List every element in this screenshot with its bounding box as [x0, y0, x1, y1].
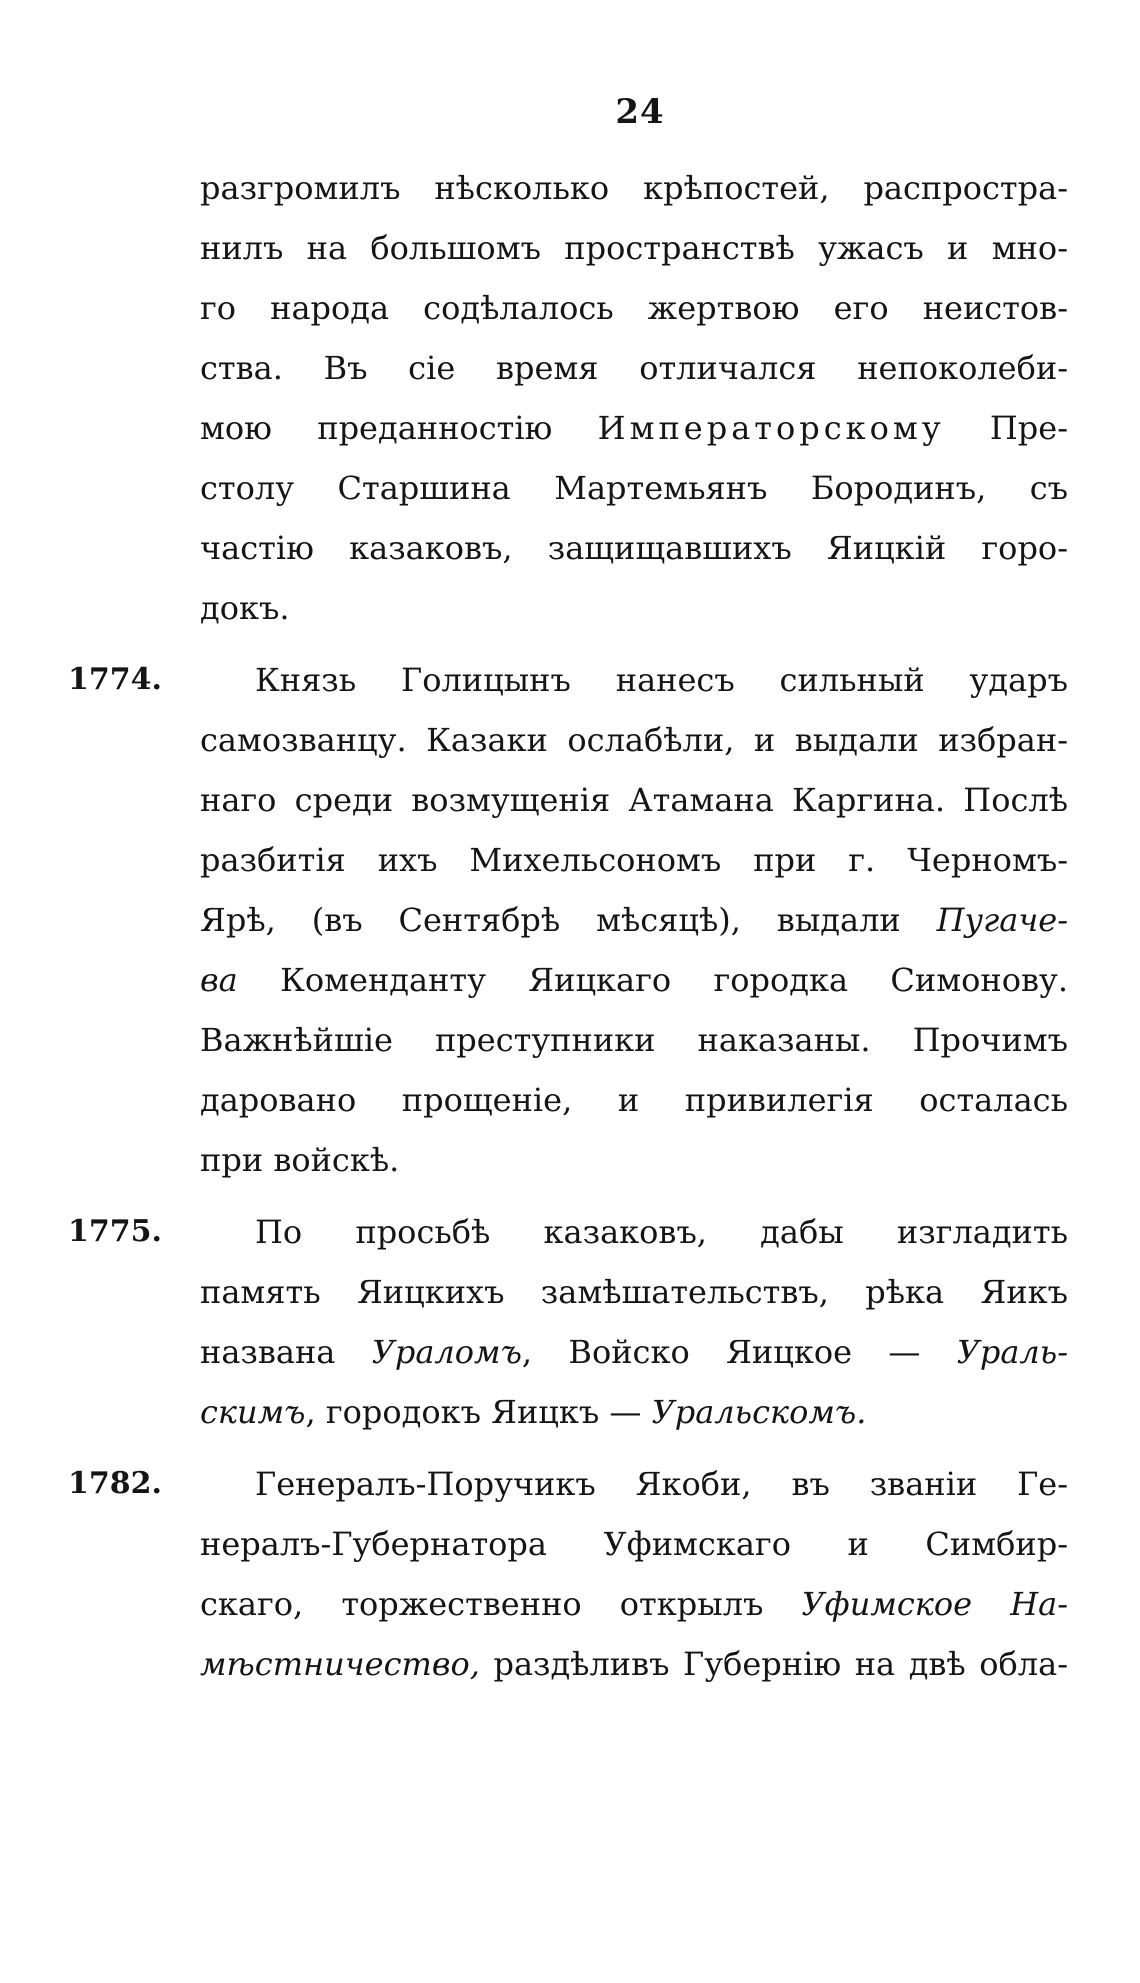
text-line: нералъ-Губернатора Уфимскаго и Симбир- [200, 1525, 1068, 1563]
text-line: названа Ураломъ, Войско Яицкое — Ураль- [200, 1333, 1069, 1371]
text-line: столу Старшина Мартемьянъ Бородинъ, съ [200, 469, 1068, 507]
text-line: Князь Голицынъ нанесъ сильный ударъ [255, 661, 1068, 699]
text-line: Генералъ-Поручикъ Якоби, въ званіи Ге- [255, 1465, 1068, 1503]
text-line: даровано прощеніе, и привилегія осталась [200, 1081, 1068, 1119]
text-line: го народа содѣлалось жертвою его неистов- [200, 289, 1068, 327]
text-line: наго среди возмущенія Атамана Каргина. Послѣ [200, 781, 1068, 819]
text-line: Важнѣйшіе преступники наказаны. Прочимъ [200, 1021, 1068, 1059]
text-line: Ярѣ, (въ Сентябрѣ мѣсяцѣ), выдали Пугаче- [200, 901, 1068, 939]
page-number: 24 [615, 92, 665, 132]
text-line: разбитія ихъ Михельсономъ при г. Черномъ- [200, 841, 1068, 879]
text-line: самозванцу. Казаки ослабѣли, и выдали избран- [200, 721, 1068, 759]
text-line: память Яицкихъ замѣшательствъ, рѣка Яикъ [200, 1273, 1068, 1311]
text-line: разгромилъ нѣсколько крѣпостей, распростра- [200, 169, 1068, 207]
year-label: 1774. [68, 662, 162, 697]
year-label: 1782. [68, 1466, 162, 1501]
text-line: скимъ, городокъ Яицкъ — Уральскомъ. [200, 1393, 867, 1431]
year-label: 1775. [68, 1214, 162, 1249]
text-line: ства. Въ сіе время отличался непоколеби- [200, 349, 1068, 387]
text-line: мѣстничество, раздѣливъ Губернію на двѣ обла- [200, 1645, 1069, 1683]
text-line: частію казаковъ, защищавшихъ Яицкій горо- [200, 529, 1068, 567]
text-line: ва Коменданту Яицкаго городка Симонову. [200, 961, 1069, 999]
text-line: при войскѣ. [200, 1141, 400, 1179]
text-line: скаго, торжественно открылъ Уфимское На- [200, 1585, 1069, 1623]
text-line: мою преданностію Императорскому Пре- [200, 409, 1069, 447]
text-line: нилъ на большомъ пространствѣ ужасъ и мно- [200, 229, 1068, 267]
text-line: докъ. [200, 589, 290, 627]
text-line: По просьбѣ казаковъ, дабы изгладить [255, 1213, 1068, 1251]
